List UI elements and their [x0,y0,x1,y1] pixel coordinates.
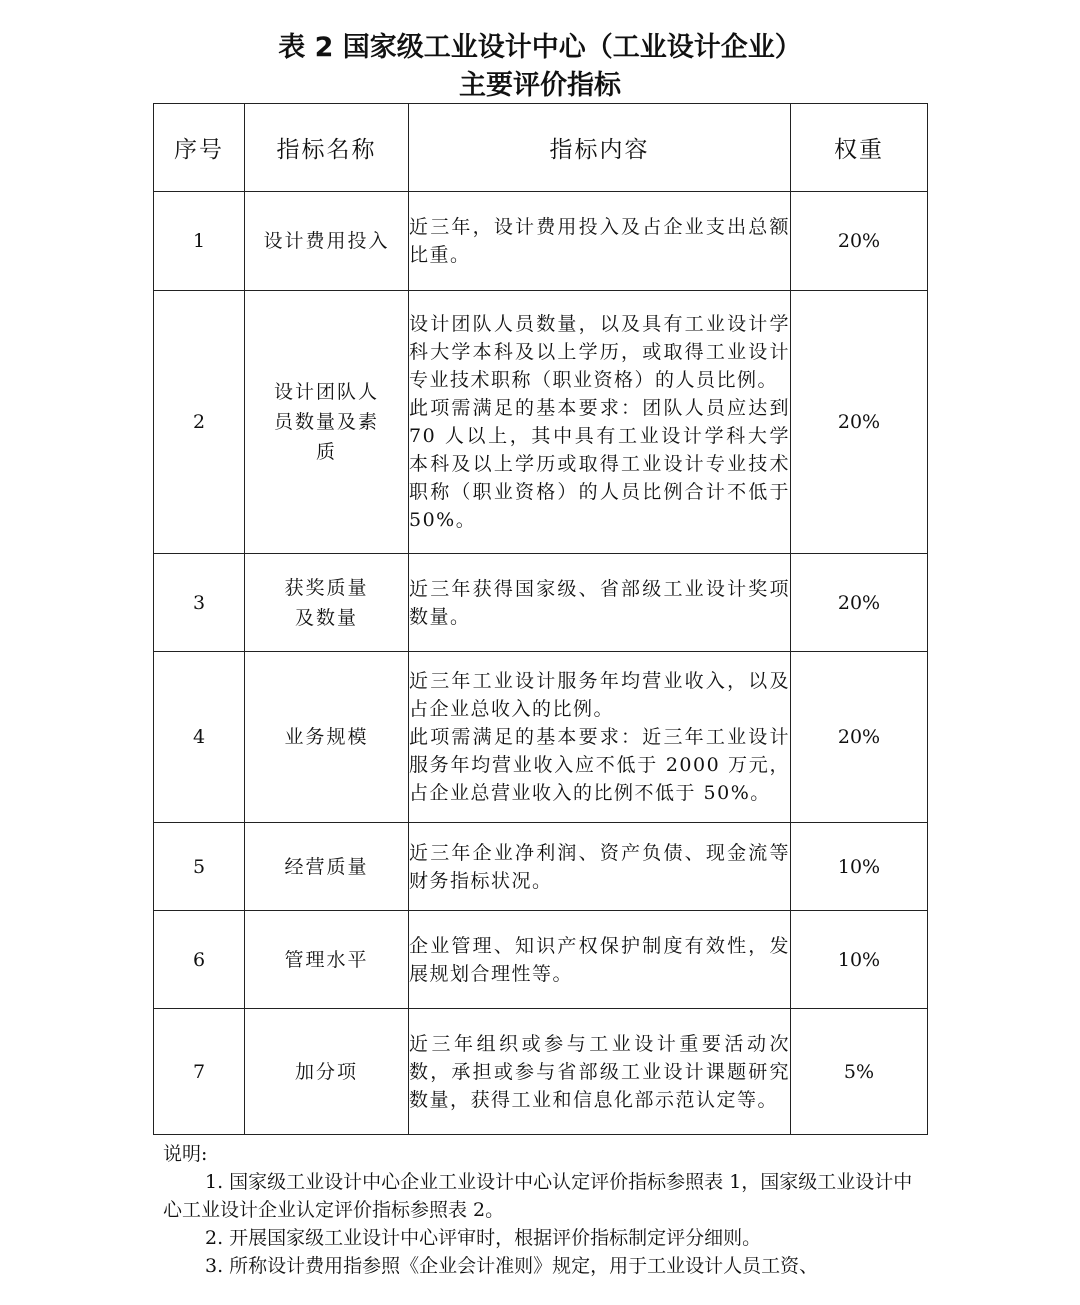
row-content [409,192,791,291]
row-content-text: 企业管理、知识产权保护制度有效性，发展规划合理性等。 [409,934,790,985]
row-weight: 20% [791,291,928,554]
table-row [154,823,928,911]
row-content-requirement: 此项需满足的基本要求：近三年工业设计服务年均营业收入应不低于 2000 万元，占企业总营业收入的比例不低于 50%。 [409,726,790,804]
row-name: 设计团队人员数量及素质 [245,291,409,554]
row-name: 获奖质量及数量 [245,554,409,652]
row-content [409,652,791,823]
row-no: 3 [154,554,245,652]
note-item: 1. 国家级工业设计中心企业工业设计中心认定评价指标参照表 1，国家级工业设计中心工业设计企业认定评价指标参照表 2。 [163,1171,913,1221]
row-content-requirement: 此项需满足的基本要求：团队人员应达到 70 人以上，其中具有工业设计学科大学本科及以上学历或取得工业设计专业技术职称（职业资格）的人员比例合计不低于 50%。 [409,397,790,531]
row-content-text: 近三年组织或参与工业设计重要活动次数，承担或参与省部级工业设计课题研究数量，获得工业和信息化部示范认定等。 [409,1032,790,1111]
row-weight: 20% [791,192,928,291]
row-name: 加分项 [245,1009,409,1135]
table-row [154,1009,928,1135]
row-no: 5 [154,823,245,911]
row-content-text: 设计团队人员数量，以及具有工业设计学科大学本科及以上学历，或取得工业设计专业技术职称（职业资格）的人员比例。 [409,313,790,391]
row-weight: 20% [791,554,928,652]
row-content [409,554,791,652]
table-row [154,291,928,554]
note-item: 2. 开展国家级工业设计中心评审时，根据评价指标制定评分细则。 [205,1227,762,1249]
table-header-row [154,104,928,192]
header-no: 序号 [154,104,245,192]
row-weight: 20% [791,652,928,823]
row-no: 2 [154,291,245,554]
table-title-line2: 主要评价指标 [459,70,621,101]
notes-section [163,1140,923,1280]
row-content-text: 近三年，设计费用投入及占企业支出总额比重。 [409,216,790,266]
row-content [409,1009,791,1135]
notes-heading: 说明: [163,1143,208,1165]
row-content-text: 近三年获得国家级、省部级工业设计奖项数量。 [409,577,790,628]
row-name: 业务规模 [245,652,409,823]
row-no: 7 [154,1009,245,1135]
note-item: 3. 所称设计费用指参照《企业会计准则》规定，用于工业设计人员工资、 [205,1255,819,1277]
row-content [409,291,791,554]
row-weight: 10% [791,911,928,1009]
evaluation-table [153,103,928,1135]
row-name: 经营质量 [245,823,409,911]
row-name: 管理水平 [245,911,409,1009]
row-content [409,911,791,1009]
table-title-line1: 表 2 国家级工业设计中心（工业设计企业） [278,32,802,63]
row-content [409,823,791,911]
header-content: 指标内容 [409,104,791,192]
row-content-text: 近三年企业净利润、资产负债、现金流等财务指标状况。 [409,841,790,892]
row-weight: 5% [791,1009,928,1135]
table-row [154,652,928,823]
row-content-text: 近三年工业设计服务年均营业收入，以及占企业总收入的比例。 [409,670,790,720]
header-name: 指标名称 [245,104,409,192]
table-row [154,911,928,1009]
row-name: 设计费用投入 [245,192,409,291]
table-row [154,192,928,291]
row-no: 6 [154,911,245,1009]
row-weight: 10% [791,823,928,911]
header-weight: 权重 [791,104,928,192]
table-row [154,554,928,652]
row-no: 1 [154,192,245,291]
row-no: 4 [154,652,245,823]
